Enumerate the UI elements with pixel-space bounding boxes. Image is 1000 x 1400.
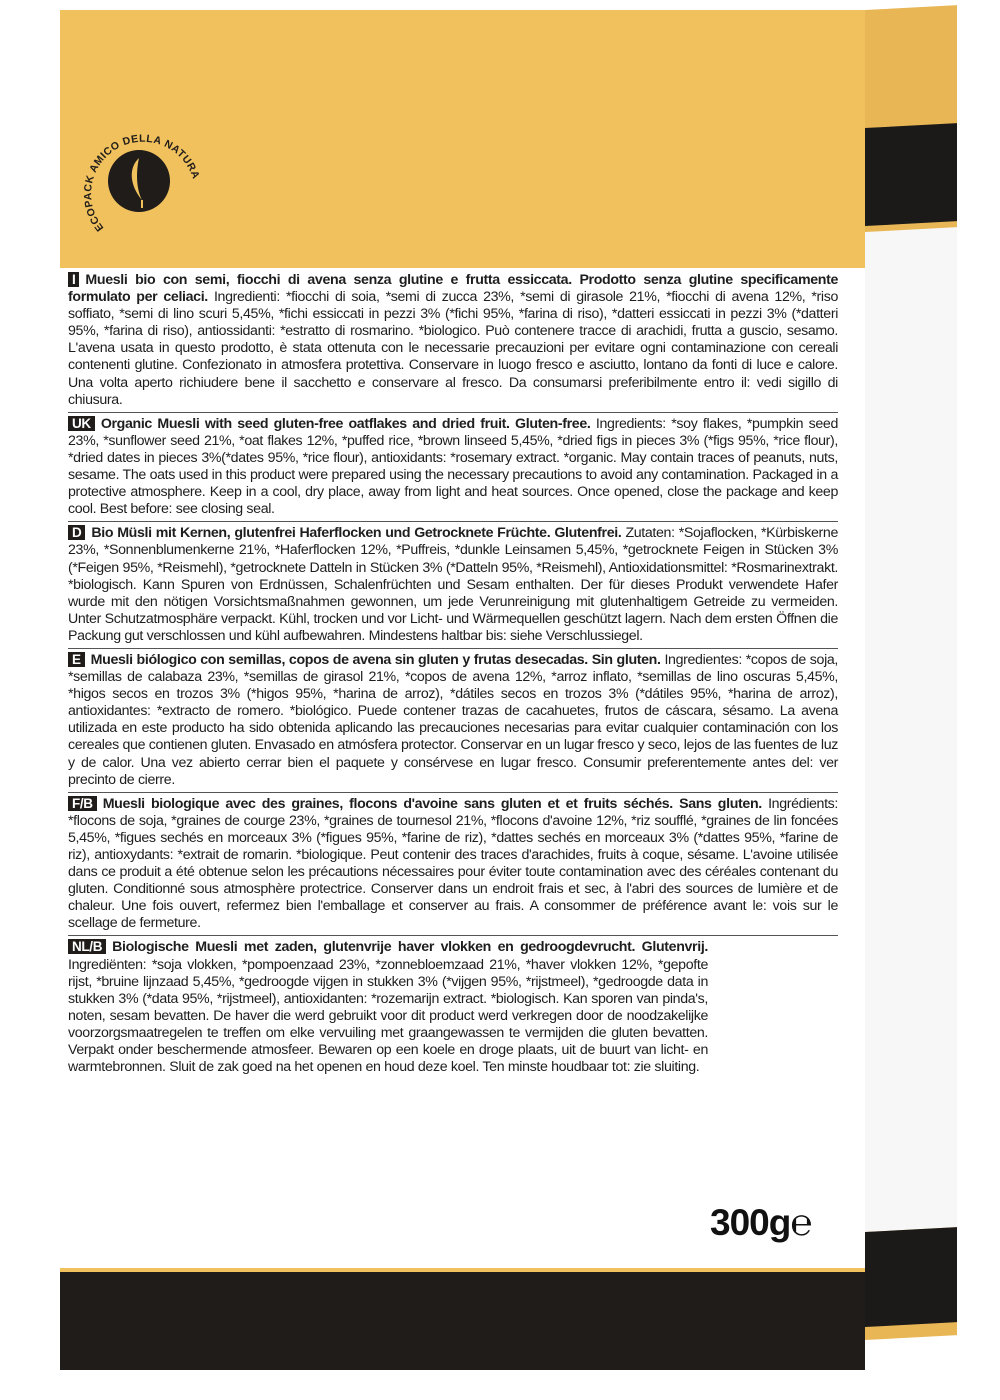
net-weight (710, 1202, 812, 1244)
estimated-sign-icon: ℮ (790, 1202, 812, 1243)
net-weight-value: 300g (710, 1202, 791, 1243)
lang-tag-de: D (68, 525, 85, 540)
lang-tag-it: I (68, 272, 79, 287)
section-title-fr: Muesli biologique avec des graines, flocons d'avoine sans gluten et et fruits séchés. Sans gluten. (102, 795, 762, 812)
divider (68, 935, 838, 936)
lang-tag-uk: UK (68, 416, 95, 431)
side-bottom-band (865, 1227, 957, 1327)
divider (68, 521, 838, 522)
section-body-es: Ingredientes: *copos de soja, *semillas de calabaza 23%, *semillas de girasol 21%, *copos de avena 12%, *arroz inflato, *semillas de lino oscuras 5,45%, *higos secos en trozos 3% (*higos 95%, *harina de arroz), *dátiles secos en trozos 3% (*dátiles 95%, *harina de arroz), antioxidantes: *extracto de romero. *biológico. Puede contener trazas de cacahuetes, frutos de cáscara, sésamo. La avena utilizada en este producto ha sido obtenida aplicando las precauciones necesarias para evitar cualquier contaminación con los cereales que contienen gluten. Envasado en atmósfera protector. Conservar en un lugar fresco y seco, lejos de las fuentes de luz y de calor. Una vez abierto cerrar bien el paquete y consérvese en lugar fresco. Consumir preferentemente antes del: ver precinto de cierre. (68, 651, 839, 788)
lang-tag-es: E (68, 652, 85, 667)
section-it (68, 272, 838, 409)
ecopack-logo (70, 110, 210, 250)
section-uk (68, 416, 838, 519)
lang-tag-nl: NL/B (68, 939, 106, 954)
section-title-it: Muesli bio con semi, fiocchi di avena senza glutine e frutta essiccata. Prodotto senza glutine specificamente formulato per celiaci. (68, 272, 838, 306)
section-body-uk: Ingredients: *soy flakes, *pumpkin seed 23%, *sunflower seed 21%, *oat flakes 12%, *puffed rice, *brown linseed 5,45%, *dried figs in pieces 3% (*figs 95%, *rice flour), *dried dates in pieces 3%(*dates 95%, *rice flour), antioxidants: *rosemary extract. *organic. May contain traces of peanuts, nuts, sesame. The oats used in this product were prepared using the necessary precautions to avoid any contamination. Packaged in a protective atmosphere. Keep in a cool, dry place, away from light and heat sources. Once opened, close the package and keep cool. Best before: see closing seal. (68, 415, 838, 518)
section-body-it: Ingredienti: *fiocchi di soia, *semi di zucca 23%, *semi di girasole 21%, *fiocchi di avena 12%, *riso soffiato, *semi di lino scuri 5,45%, *fichi essiccati in pezzi 3% (*fichi 95%, *farina di riso), *datteri essiccati in pezzi 3% (*datteri 95%, *farina di riso), antiossidanti: *estratto di rosmarino. *biologico. Può contenere tracce di arachidi, frutta a guscio, sesamo. L'avena usata in questo prodotto, è stata ottenuta con le necessarie precauzioni per evitare ogni contaminazione con cereali contenenti glutine. Confezionato in atmosfera protettiva. Conservare in luogo fresco e asciutto, lontano da fonti di luce e calore. Una volta aperto richiudere bene il sacchetto e conservare al fresco. Da consumarsi preferibilmente entro il: vedi sigillo di chiusura. (68, 289, 839, 408)
section-es (68, 652, 838, 789)
section-title-es: Muesli biólogico con semillas, copos de avena sin gluten y frutas desecadas. Sin gluten. (90, 651, 661, 668)
ecopack-ring-text: ECOPACK AMICO DELLA NATURA (81, 132, 202, 234)
section-de (68, 525, 838, 645)
section-title-uk: Organic Muesli with seed gluten-free oatflakes and dried fruit. Gluten-free. (100, 415, 591, 432)
section-fr (68, 796, 838, 933)
bottom-dark-band (60, 1272, 865, 1370)
section-nl (68, 939, 708, 1076)
lang-tag-fr: F/B (68, 796, 97, 811)
side-dark-band (865, 123, 957, 226)
side-nutrition-panel (865, 227, 957, 1232)
divider (68, 412, 838, 413)
ingredients-text-area (68, 272, 838, 1079)
divider (68, 648, 838, 649)
section-body-nl: Ingrediënten: *soja vlokken, *pompoenzaad 23%, *zonnebloemzaad 21%, *haver vlokken 12%, *gepofte rijst, *bruine lijnzaad 5,45%, *gedroogde vijgen in stukken 3% (*vijgen 95%, *rijstmeel), *gedroogde data in stukken 3% (*data 95%, *rijstmeel), antioxidanten: *rozemarijn extract. *biologisch. Kan sporen van pinda's, noten, sesam bevatten. De haver die werd gebruikt voor dit product werd verkregen door de noodzakelijke voorzorgsmaatregelen te treffen om elke vervuiling met graangewassen te vermijden die gluten bevatten. Verpakt onder beschermende atmosfeer. Bewaren op een koele en droge plaats, uit de buurt van licht- en warmtebronnen. Sluit de zak goed na het openen en houd deze koel. Ten minste houdbaar tot: zie sluiting. (68, 956, 708, 1076)
section-title-de: Bio Müsli mit Kernen, glutenfrei Haferflocken und Getrocknete Früchte. Glutenfrei. (91, 525, 622, 542)
section-body-fr: Ingrédients: *flocons de soja, *graines de courge 23%, *graines de tournesol 21%, *flocons d'avoine 12%, *riz soufflé, *graines de lin foncées 5,45%, *figues sechés en morceaux 3% (*figues 95%, *farine de riz), *dattes sechés en morceaux 3% (*dattes 95%, *farine de riz), antioxydants: *extrait de romarin. *biologique. Peut contenir des traces d'arachides, fruits à coque, sésame. L'avoine utilisée dans ce produit a été obtenue selon les précautions nécessaires pour éviter toute contamination avec des céréales contenant du gluten. Conditionné sous atmosphère protectrice. Conserver dans un endroit frais et sec, à l'abri des sources de lumière et de chaleur. Une fois ouvert, refermez bien l'emballage et conserver au frais. A consommer de préférence avant le: vois sur le scellage de fermeture. (68, 795, 839, 932)
divider (68, 792, 838, 793)
section-title-nl: Biologische Muesli met zaden, glutenvrije haver vlokken en gedroogdevrucht. Glutenvrij. (112, 939, 708, 956)
section-body-de: Zutaten: *Sojaflocken, *Kürbiskerne 23%, *Sonnenblumenkerne 21%, *Haferflocken 12%, *Puffreis, *dunkle Leinsamen 5,45%, *getrocknete Feigen in Stücken 3% (*Feigen 95%, *Reismehl), *getrocknete Datteln in Stücken 3% (*Datteln 95%, *Reismehl), Antioxidationsmittel: *Rosmarinextrakt. *biologisch. Kann Spuren von Erdnüssen, Schalenfrüchten und Sesam enthalten. Der für dieses Produkt verwendete Hafer wurde mit den nötigen Vorsichtsmaßnahmen gewonnen, um jede Verunreinigung mit glutenhaltigem Getreide zu vermeiden. Unter Schutzatmosphäre verpackt. Kühl, trocken und vor Licht- und Wärmequellen geschützt lagern. Nach dem ersten Öffnen die Packung gut verschlossen und kühl aufbewahren. Mindestens haltbar bis: siehe Verschlussiegel. (68, 525, 838, 644)
ecopack-logo-icon (70, 110, 210, 250)
